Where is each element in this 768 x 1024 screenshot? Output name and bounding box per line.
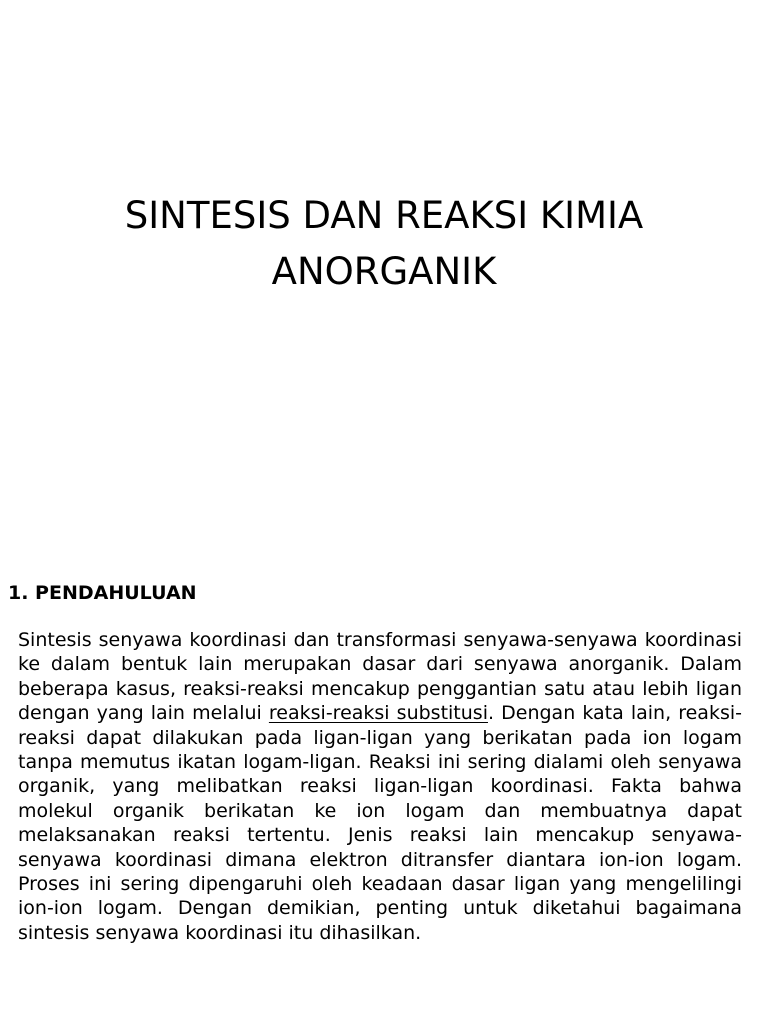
title-line-2: ANORGANIK — [271, 250, 497, 293]
paragraph-text-after: . Dengan kata lain, reaksi-reaksi dapat dilakukan pada ligan-ligan yang berikatan pada ion logam tanpa memutus ikatan logam-ligan. Reaksi ini sering dialami oleh senyawa organik, yang melibatkan reaksi ligan-ligan koordinasi. Fakta bahwa molekul organik berikatan ke ion logam dan membuatnya dapat melaksanakan reaksi tertentu. Jenis reaksi lain mencakup senyawa-senyawa koordinasi dimana elektron ditransfer diantara ion-ion logam. Proses ini sering dipengaruhi oleh keadaan dasar ligan yang mengelilingi ion-ion logam. Dengan demikian, penting untuk diketahui bagaimana sintesis senyawa koordinasi itu dihasilkan. — [18, 702, 742, 944]
underlined-term: reaksi-reaksi substitusi — [268, 702, 488, 725]
section-heading: 1. PENDAHULUAN — [8, 582, 197, 604]
body-paragraph — [18, 628, 742, 945]
document-title — [0, 188, 768, 300]
paragraph-text-before: Sintesis senyawa koordinasi dan transformasi senyawa-senyawa koordinasi ke dalam bentuk lain merupakan dasar dari senyawa anorganik. Dalam beberapa kasus, reaksi-reaksi mencakup penggantian satu atau lebih ligan dengan yang lain melalui — [18, 629, 742, 725]
title-line-1: SINTESIS DAN REAKSI KIMIA — [124, 194, 644, 237]
